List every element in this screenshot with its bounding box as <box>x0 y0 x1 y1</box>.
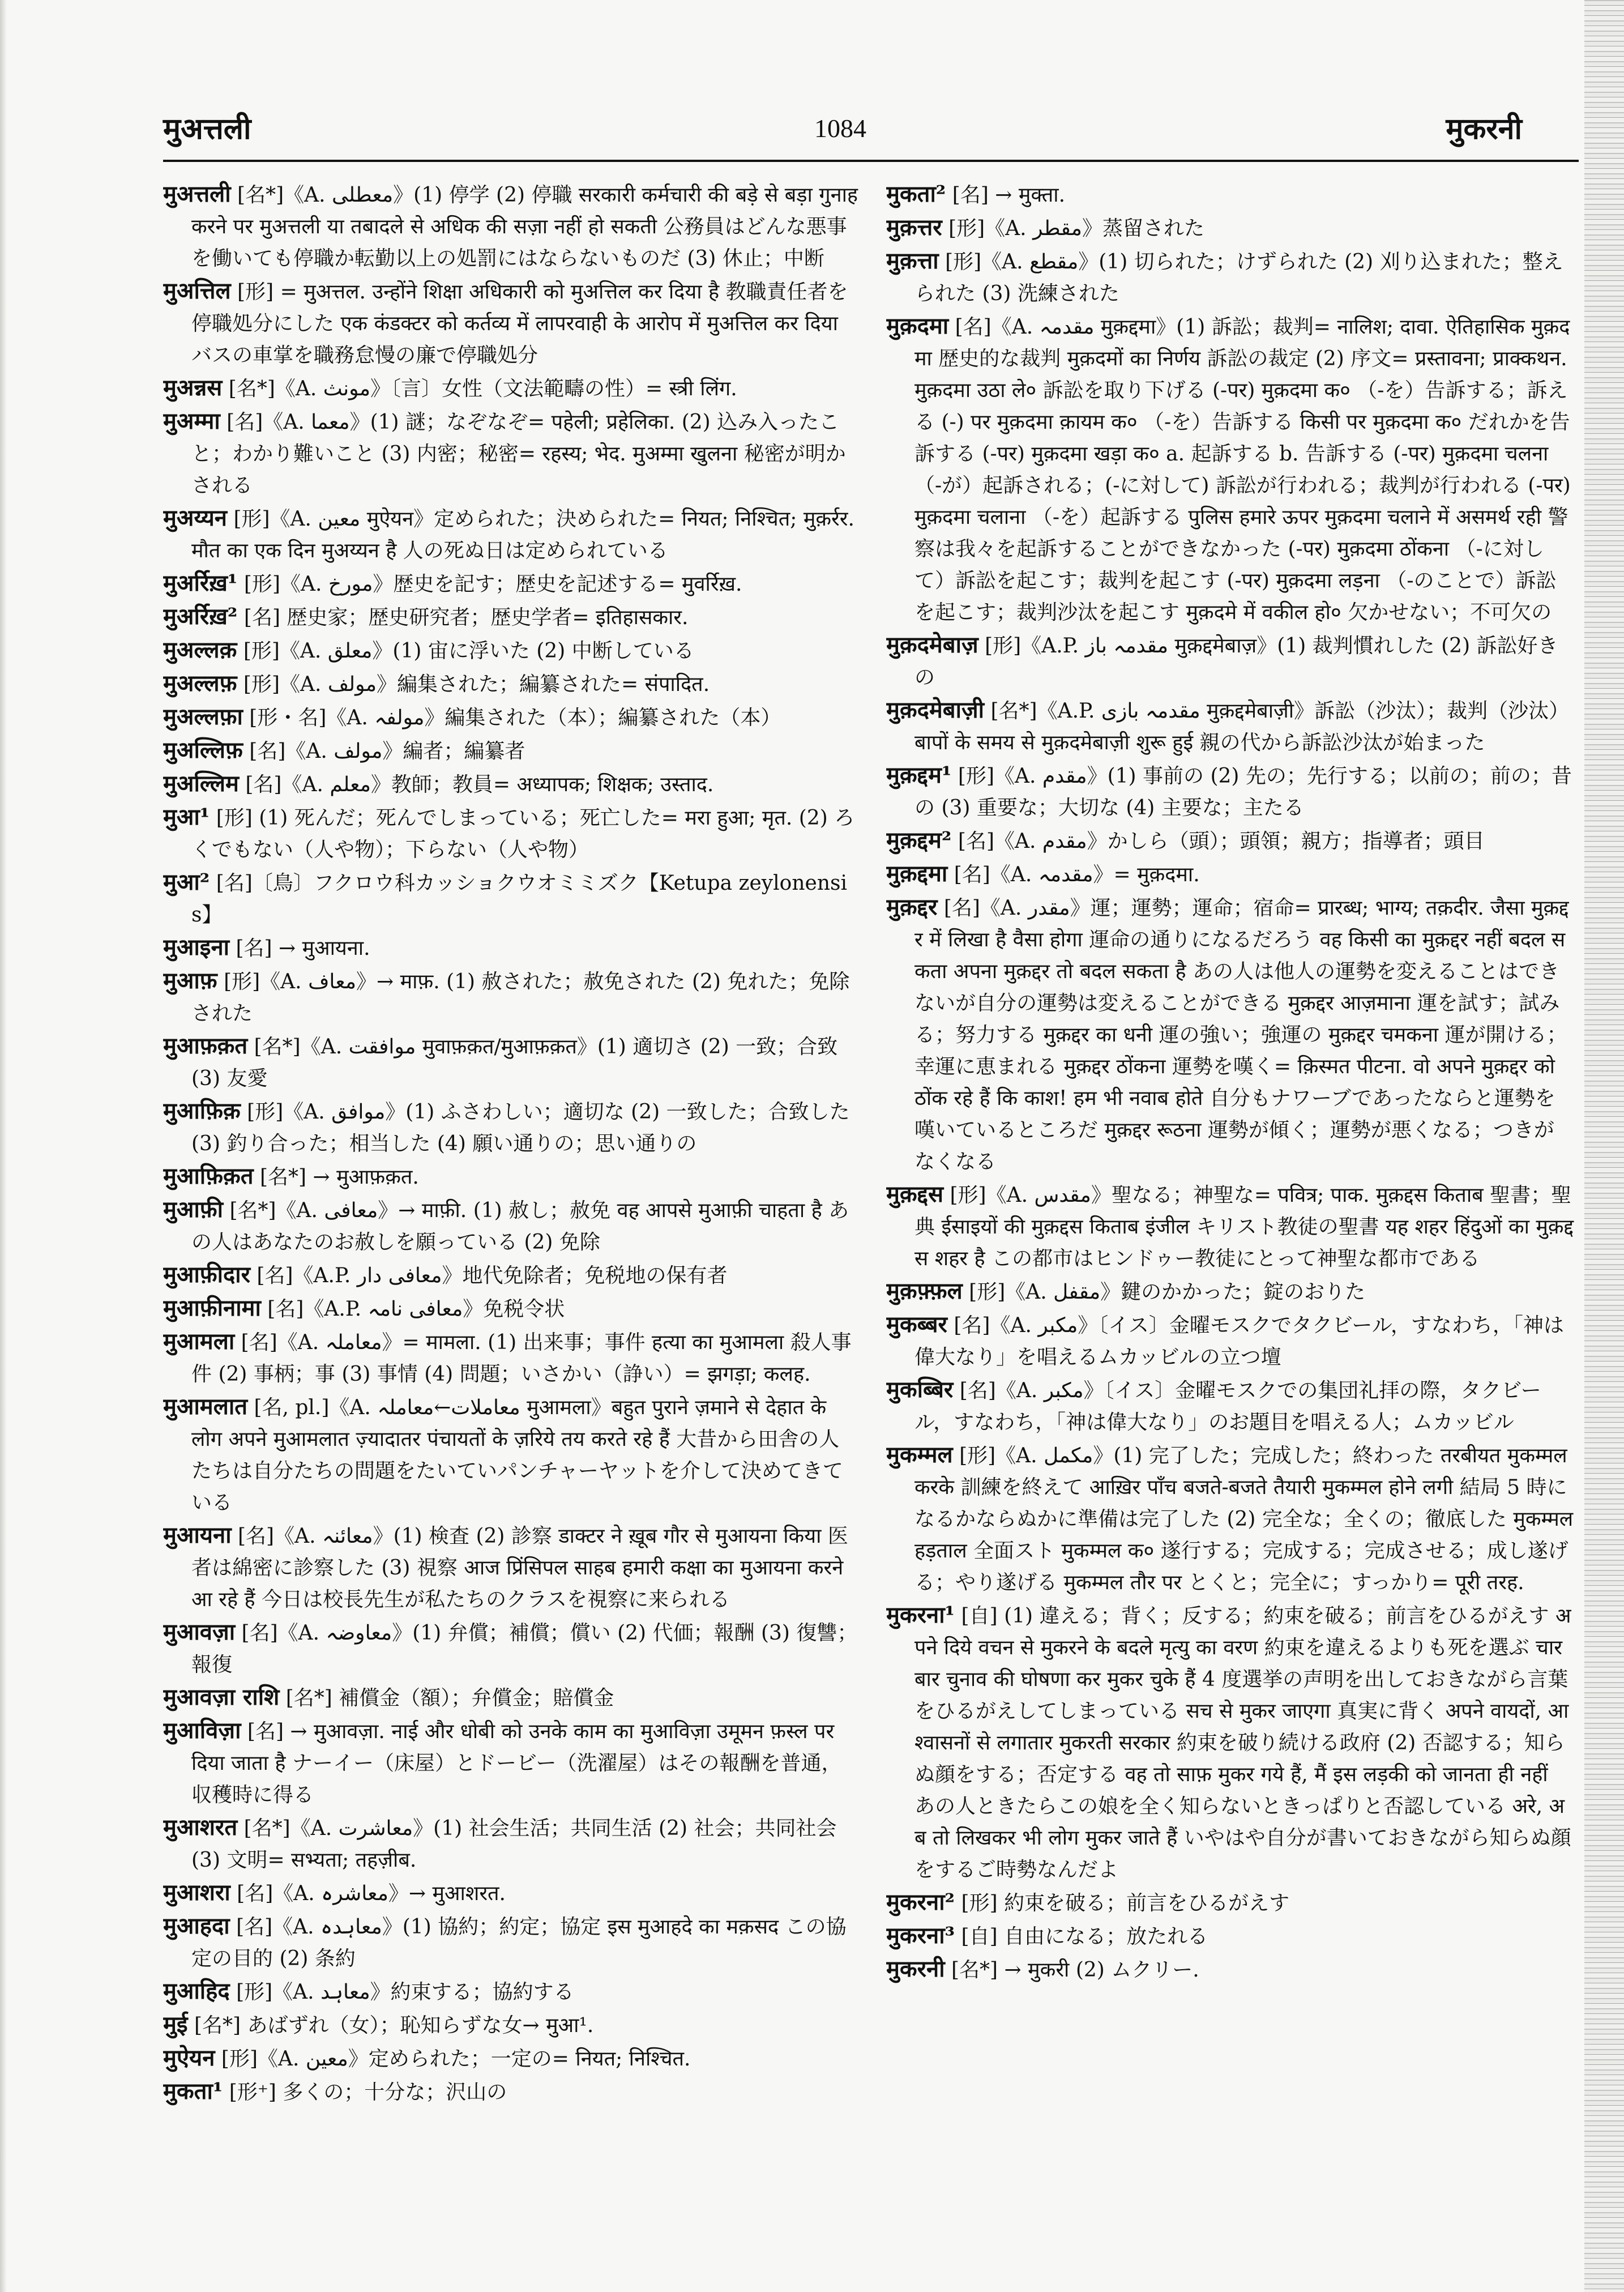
entry-definition: [形]《A. معاف》→ माफ़. (1) 赦された；赦免された (2) 免れた；免除された <box>191 970 850 1025</box>
page-header <box>163 108 1522 159</box>
entry-definition: [名]《A. معاشرہ》→ मुआशरत. <box>230 1882 506 1905</box>
entry-headword: मुआइना <box>163 934 229 961</box>
entry-definition: [名] → मुआयना. <box>229 937 370 960</box>
entry-headword: मुअन्नस <box>163 374 223 401</box>
entry-headword: मुआमलात <box>163 1393 247 1420</box>
entry-definition: [形] (1) 死んだ；死んでしまっている；死亡した= मरा हुआ; मृत. (2) ろくでもない（人や物）；下らない（人や物） <box>191 806 855 861</box>
entry-headword: मुक़दमेबाज़ी <box>886 697 985 723</box>
entry-definition: [名*]《A.P. مقدمہ بازی मुक़द्दमेबाज़ी》訴訟（沙汰）；裁判（沙汰） बापों के समय से मुक़दमेबाज़ी शुरू हुई 親の代から訴訟沙汰が始まった <box>914 699 1570 754</box>
entry-headword: मुकरना² <box>886 1889 955 1915</box>
entry-headword: मुक़त्ता <box>886 247 939 274</box>
entry-definition: [名*]《A. معافی》→ माफ़ी. (1) 赦し；赦免 वह आपसे मुआफ़ी चाहता है あの人はあなたのお赦しを願っている (2) 免除 <box>191 1199 849 1254</box>
entry-definition: [名*]《A. مونث》〔言〕女性（文法範疇の性）= स्त्री लिंग. <box>222 377 737 400</box>
entry-definition: [名] → मुक्ता. <box>946 183 1066 207</box>
entry-definition: [形]《A. مکمل》(1) 完了した；完成した；終わった तरबीयत मुकम्मल करके 訓練を終えて आख़िर पाँच बजते-बजते तैयारी मुकम्मल होने लगी 結局 5 時になるかならぬかに準備は完了した (2) 完全な；全くの；徹底した मुकम्मल हड़ताल 全面スト मुकम्मल क० 遂行する；完成する；完成させる；成し遂げる；やり遂げる मुकम्मल तौर पर とくと；完全に；すっかり= पूरी तरह. <box>914 1444 1574 1594</box>
header-guide-word-right: मुकरनी <box>1446 112 1522 146</box>
dictionary-entry <box>163 1520 860 1616</box>
dictionary-entry <box>886 1439 1574 1599</box>
entry-definition: [名*] → मुकरी (2) ムクリー. <box>945 1958 1199 1982</box>
entry-definition: [名]《A.P. معافی نامہ》免税令状 <box>260 1297 565 1321</box>
entry-headword: मुअल्लफ़ <box>163 670 237 697</box>
entry-headword: मुअर्रिख़¹ <box>163 570 238 596</box>
entry-headword: मुकरनी <box>886 1956 945 1982</box>
entry-definition: [名]《A. مولف》編者；編纂者 <box>242 740 525 763</box>
entry-definition: [形⁺] 多くの；十分な；沢山の <box>223 2081 507 2104</box>
entry-headword: मुआयना <box>163 1522 232 1548</box>
entry-headword: मुऐयन <box>163 2045 215 2071</box>
dictionary-entry <box>886 310 1574 629</box>
page-number: 1084 <box>814 114 866 143</box>
entry-headword: मुअत्तिल <box>163 278 231 304</box>
entry-headword: मुअय्यन <box>163 505 227 531</box>
dictionary-entry <box>886 1953 1574 1986</box>
entry-definition: [名]《A. معما》(1) 謎；なぞなぞ= पहेली; प्रहेलिका. (2) 込み入ったこと；わかり難いこと (3) 内密；秘密= रहस्य; भेद. मुअम्मा खुलना 秘密が明かされる <box>191 411 846 497</box>
dictionary-entry <box>886 178 1574 211</box>
entry-headword: मुआफ़क़त <box>163 1032 248 1059</box>
entry-definition: [形]《A. مقدس》聖なる；神聖な= पवित्र; पाक. मुक़द्दस किताब 聖書；聖典 ईसाइयों की मुक़द्दस किताब इंजील キリスト教徒の聖書 यह शहर हिंदुओं का मुक़द्दस शहर है この都市はヒンドゥー教徒にとって神聖な都市である <box>914 1184 1574 1270</box>
dictionary-entry <box>163 1030 860 1095</box>
header-guide-word-left: मुअत्तली <box>163 112 251 146</box>
entry-definition: [形]《A. معاہد》約束する；協約する <box>229 1981 574 2004</box>
dictionary-entry <box>886 1275 1574 1308</box>
dictionary-entry <box>163 735 860 767</box>
dictionary-entry <box>886 825 1574 857</box>
scan-edge-right <box>1584 0 1624 2292</box>
dictionary-entry <box>886 1179 1574 1275</box>
entry-definition: [名]《A. معلم》教師；教員= अध्यापक; शिक्षक; उस्ताद. <box>238 773 714 796</box>
dictionary-entry <box>163 1975 860 2008</box>
entry-definition: [名*]《A. معاشرت》(1) 社会生活；共同生活 (2) 社会；共同社会 (3) 文明= सभ्यता; तहज़ीब. <box>191 1817 837 1872</box>
entry-definition: [形]《A. مقطع》(1) 切られた；けずられた (2) 刈り込まれた；整えられた (3) 洗練された <box>914 250 1563 305</box>
entry-headword: मुकरना³ <box>886 1922 955 1949</box>
dictionary-entry <box>163 406 860 502</box>
entry-definition: [名]《A. معاہدہ》(1) 協約；約定；協定 इस मुआहदे का मक़सद この協定の目的 (2) 条約 <box>191 1915 847 1970</box>
entry-definition: [名*] 補償金（額）；弁償金；賠償金 <box>279 1687 614 1710</box>
dictionary-entry <box>163 372 860 405</box>
dictionary-entry <box>886 1309 1574 1373</box>
entry-definition: [名*] → मुआफ़क़त. <box>253 1166 419 1189</box>
dictionary-entry <box>163 1326 860 1390</box>
entry-headword: मुआफ़ीनामा <box>163 1295 261 1321</box>
dictionary-entry <box>163 668 860 701</box>
dictionary-entry <box>163 2042 860 2075</box>
entry-headword: मुई <box>163 2011 188 2038</box>
dictionary-entry <box>886 212 1574 245</box>
entry-headword: मुक़दमेबाज़ <box>886 631 978 658</box>
entry-definition: [形]《A. مولف》編集された；編纂された= संपादित. <box>237 673 710 696</box>
right-column <box>886 178 1574 2217</box>
entry-definition: [名] 歴史家；歴史研究者；歴史学者= इतिहासकार. <box>237 606 689 629</box>
entry-headword: मुकता¹ <box>163 2078 223 2105</box>
entry-definition: [名]《A. مقدمہ मुक़द्दमा》(1) 訴訟；裁判= नालिश; दावा. ऐतिहासिक मुक़दमा 歴史的な裁判 मुक़दमों का निर्णय 訴訟の裁定 (2) 序文= प्रस्तावना; प्राक्कथन. मुक़दमा उठा ले० 訴訟を取り下げる (-पर) मुक़दमा क० （-を）告訴する；訴える (-) पर मुक़दमा क़ायम क० （-を）告訴する किसी पर मुक़दमा क० だれかを告訴する (-पर) मुक़दमा खड़ा क० a. 起訴する b. 告訴する (-पर) मुक़दमा चलना （-が）起訴される；(-に対して) 訴訟が行われる；裁判が行われる (-पर) मुक़दमा चलाना （-を）起訴する पुलिस हमारे ऊपर मुक़दमा चलाने में असमर्थ रही 警察は我々を起訴することができなかった (-पर) मुक़दमा ठोंकना （-に対して）訴訟を起こす；裁判を起こす (-पर) मुक़दमा लड़ना （-のことで）訴訟を起こす；裁判沙汰を起こす मुक़दमे में वकील हो० 欠かせない；不可欠の <box>914 315 1571 624</box>
entry-headword: मुअम्मा <box>163 408 220 434</box>
entry-headword: मुअल्लिफ़ <box>163 737 243 763</box>
entry-headword: मुआफ़ीदार <box>163 1261 250 1288</box>
dictionary-entry <box>163 1391 860 1519</box>
entry-headword: मुअत्तली <box>163 181 231 207</box>
entry-definition: [形]《A. مقفل》鍵のかかった；錠のおりた <box>962 1281 1366 1304</box>
entry-definition: [名*] あばずれ（女）；恥知らずな女→ मुआ¹. <box>187 2014 594 2037</box>
entry-definition: [名*]《A. موافقت मुवाफ़क़त/मुआफ़क़त》(1) 適切さ (2) 一致；合致 (3) 友愛 <box>191 1035 838 1090</box>
entry-headword: मुकब्बर <box>886 1311 947 1338</box>
dictionary-entry <box>163 1715 860 1811</box>
entry-headword: मुआफ़िक़त <box>163 1163 254 1189</box>
dictionary-entry <box>163 1681 860 1714</box>
dictionary-entry <box>163 768 860 801</box>
entry-headword: मुआविज़ा <box>163 1717 241 1744</box>
entry-definition: [名]〔鳥〕フクロウ科カッショクウオミミズク【Ketupa zeylonensis】 <box>191 872 847 927</box>
entry-definition: [名]《A. مقدم》かしら（頭）；頭領；親方；指導者；頭目 <box>951 830 1485 853</box>
scan-edge-left <box>0 0 7 2292</box>
entry-definition: [形] = मुअत्तल. उन्होंने शिक्षा अधिकारी को मुअत्तिल कर दिया है 教職責任者を停職処分にした एक कंडक्टर को कर्तव्य में लापरवाही के आरोप में मुअत्तिल कर दिया バスの車掌を職務怠慢の廉で停職処分 <box>191 280 848 367</box>
dictionary-entry <box>163 601 860 634</box>
dictionary-entry <box>163 1095 860 1160</box>
entry-headword: मुआफ़िक़ <box>163 1098 241 1124</box>
dictionary-entry <box>163 275 860 372</box>
entry-headword: मुआफ़ी <box>163 1196 223 1223</box>
entry-definition: [形]《A. معین मुऐयन》定められた；決められた= नियत; निश्चित; मुक़र्रर. मौत का एक दिन मुअय्यन है 人の死ぬ日は定められている <box>191 507 854 562</box>
entry-headword: मुअल्लिम <box>163 770 239 797</box>
dictionary-entry <box>886 759 1574 824</box>
entry-definition: [名] → मुआवज़ा. नाई और धोबी को उनके काम का मुआविज़ा उमूमन फ़स्ल पर दिया जाता है ナーイー（床屋）とドービー（洗濯屋）はその報酬を普通，収穫時に得る <box>191 1720 842 1807</box>
entry-headword: मुआमला <box>163 1328 235 1355</box>
entry-headword: मुआहिद <box>163 1978 230 2004</box>
entry-definition: [形]《A. مقطر》蒸留された <box>942 217 1204 240</box>
entry-definition: [名]《A. مکبر》〔イス〕金曜モスクでの集団礼拝の際，タクビール，すなわち，「神は偉大なり」のお題目を唱える人；ムカッビル <box>914 1379 1541 1434</box>
entry-definition: [自] (1) 違える；背く；反する；約束を破る；前言をひるがえす अपने दिये वचन से मुकरने के बदले मृत्यु का वरण 約束を違えるよりも死を選ぶ चार बार चुनाव की घोषणा कर मुकर चुके हैं 4 度選挙の声明を出しておきながら言葉をひるがえしてしまっている सच से मुकर जाएगा 真実に背く अपने वायदों, आश्वासनों से लगातार मुकरती सरकार 約束を破り続ける政府 (2) 否認する；知らぬ顔をする；否定する वह तो साफ़ मुकर गये हैं, मैं इस लड़की को जानता ही नहीं あの人ときたらこの娘を全く知らないときっぱりと否認している अरे, अब तो लिखकर भी लोग मुकर जाते हैं いやはや自分が書いておきながら知らぬ顔をするご時勢なんだよ <box>914 1604 1571 1881</box>
dictionary-entry <box>163 965 860 1030</box>
dictionary-entry <box>163 701 860 734</box>
entry-headword: मुअल्लफ़ा <box>163 703 243 730</box>
entry-headword: मुक़त्तर <box>886 214 942 241</box>
dictionary-entry <box>886 891 1574 1178</box>
entry-definition: [形]《A. موافق》(1) ふさわしい；適切な (2) 一致した；合致した (3) 釣り合った；相当した (4) 願い通りの；思い通りの <box>191 1100 850 1155</box>
dictionary-entry <box>886 694 1574 759</box>
entry-definition: [形]《A. مقدم》(1) 事前の (2) 先の；先行する；以前の；前の；昔の (3) 重要な；大切な (4) 主要な；主たる <box>914 765 1572 820</box>
dictionary-entry <box>163 634 860 667</box>
dictionary-entry <box>163 932 860 964</box>
entry-definition: [名]《A.P. معافی دار》地代免除者；免税地の保有者 <box>250 1264 728 1287</box>
entry-headword: मुकता² <box>886 181 946 207</box>
dictionary-entry <box>886 858 1574 891</box>
dictionary-entry <box>886 1374 1574 1439</box>
entry-definition: [名]《A. معائنہ》(1) 検査 (2) 診察 डाक्टर ने ख़ूब गौर से मुआयना किया 医者は綿密に診察した (3) 視察 आज प्रिंसिपल साहब हमारी कक्षा का मुआयना करने आ रहे हैं 今日は校長先生が私たちのクラスを視察に来られる <box>191 1525 848 1611</box>
dictionary-entry <box>163 1292 860 1325</box>
entry-definition: [名]《A. مقدر》運；運勢；運命；宿命= प्रारब्ध; भाग्य; तक़दीर. जैसा मुक़द्दर में लिखा है वैसा होगा 運命の通りになるだろう वह किसी का मुक़द्दर नहीं बदल सकता अपना मुक़द्दर तो बदल सकता है あの人は他人の運勢を変えることはできないが自分の運勢は変えることができる मुक़द्दर आज़माना 運を試す；試みる；努力する मुक़द्दर का धनी 運の強い；強運の मुक़द्दर चमकना 運が開ける；幸運に恵まれる मुक़द्दर ठोंकना 運勢を嘆く= क़िस्मत पीटना. वो अपने मुक़द्दर को ठोंक रहे हैं कि काश! हम भी नवाब होते 自分もナワーブであったならと運勢を嘆いているところだ मुक़द्दर रूठना 運勢が傾く；運勢が悪くなる；つきがなくなる <box>914 897 1569 1173</box>
entry-definition: [形]《A. معلق》(1) 宙に浮いた (2) 中断している <box>237 639 694 663</box>
entry-headword: मुक़दमा <box>886 313 949 339</box>
entry-headword: मुआ¹ <box>163 804 210 830</box>
dictionary-entry <box>163 567 860 600</box>
dictionary-entry <box>163 1259 860 1292</box>
dictionary-entry <box>163 1877 860 1910</box>
entry-headword: मुकरना¹ <box>886 1602 955 1628</box>
entry-headword: मुक़द्दम¹ <box>886 762 952 788</box>
entry-definition: [形・名]《A. مولفہ》編集された（本）；編纂された（本） <box>242 706 781 729</box>
dictionary-entry <box>163 1616 860 1681</box>
dictionary-entry <box>163 178 860 275</box>
entry-definition: [名, pl.]《A. معاملات←معاملہ मुआमला》बहुत पुराने ज़माने से देहात के लोग अपने मुआमलात ज़्यादातर पंचायतों के ज़रिये तय करते रहे हैं 大昔から田舎の人たちは自分たちの問題をたいていパンチャーヤットを介して決めてきている <box>191 1396 843 1514</box>
entry-definition: [名]《A. معاوضہ》(1) 弁償；補償；償い (2) 代価；報酬 (3) 復讐；報復 <box>191 1621 858 1676</box>
header-rule <box>163 160 1579 162</box>
entry-headword: मुकम्मल <box>886 1441 953 1468</box>
dictionary-entry <box>163 801 860 866</box>
dictionary-entry <box>886 629 1574 694</box>
entry-definition: [形]《A. معین》定められた；一定の= नियत; निश्चित. <box>215 2047 691 2071</box>
entry-headword: मुक़फ़्फ़ल <box>886 1278 963 1304</box>
dictionary-entry <box>163 2076 860 2109</box>
entry-headword: मुआवज़ा राशि <box>163 1684 280 1710</box>
entry-definition: [形]《A.P. مقدمہ باز मुक़द्दमेबाज़》(1) 裁判慣れした (2) 訴訟好きの <box>914 634 1558 689</box>
entry-headword: मुअल्लक़ <box>163 637 237 663</box>
entry-definition: [名]《A. مقدمہ》= मुक़दमा. <box>947 863 1200 886</box>
dictionary-entry <box>163 1160 860 1193</box>
dictionary-entry <box>163 1194 860 1258</box>
entry-headword: मुआशरत <box>163 1814 238 1841</box>
entry-definition: [名]《A. معاملہ》= मामला. (1) 出来事；事件 हत्या का मुआमला 殺人事件 (2) 事柄；事 (3) 事情 (4) 問題；いさかい（諍い）= झगड़ा; कलह. <box>191 1331 852 1386</box>
entry-headword: मुक़द्दर <box>886 894 938 920</box>
entry-headword: मुक़द्दस <box>886 1181 944 1207</box>
entry-headword: मुआफ़ <box>163 967 217 994</box>
dictionary-entry <box>886 1886 1574 1919</box>
entry-definition: [名]《A. مکبر》〔イス〕金曜モスクでタクビール，すなわち，「神は偉大なり」を唱えるムカッビルの立つ壇 <box>914 1314 1564 1369</box>
entry-headword: मुआवज़ा <box>163 1619 236 1645</box>
entry-headword: मुकब्बिर <box>886 1376 954 1403</box>
dictionary-entry <box>886 1920 1574 1953</box>
entry-definition: [名*]《A. معطلی》(1) 停学 (2) 停職 सरकारी कर्मचारी की बड़े से बड़ा गुनाह करने पर मुअत्तली या तबादले से अधिक की सज़ा नहीं हो सकती 公務員はどんな悪事を働いても停職か転勤以上の処罰にはならないものだ (3) 休止；中断 <box>191 183 858 270</box>
dictionary-entry <box>163 1812 860 1876</box>
entry-headword: मुक़द्दम² <box>886 827 952 853</box>
dictionary-entry <box>163 867 860 931</box>
dictionary-entry <box>886 1599 1574 1886</box>
dictionary-entry <box>163 1910 860 1975</box>
entry-headword: मुअर्रिख़² <box>163 603 238 630</box>
entry-definition: [形] 約束を破る；前言をひるがえす <box>955 1892 1290 1915</box>
entry-definition: [形]《A. مورخ》歴史を記す；歴史を記述する= मुवर्रिख़. <box>237 573 742 596</box>
dictionary-entry <box>886 245 1574 310</box>
entry-headword: मुआशरा <box>163 1879 230 1906</box>
entry-headword: मुआ² <box>163 869 210 895</box>
entry-definition: [自] 自由になる；放たれる <box>955 1925 1208 1948</box>
entry-headword: मुक़द्दमा <box>886 860 948 887</box>
entry-headword: मुआहदा <box>163 1913 230 1939</box>
dictionary-entry <box>163 2009 860 2042</box>
left-column <box>163 178 860 2217</box>
dictionary-entry <box>163 502 860 567</box>
